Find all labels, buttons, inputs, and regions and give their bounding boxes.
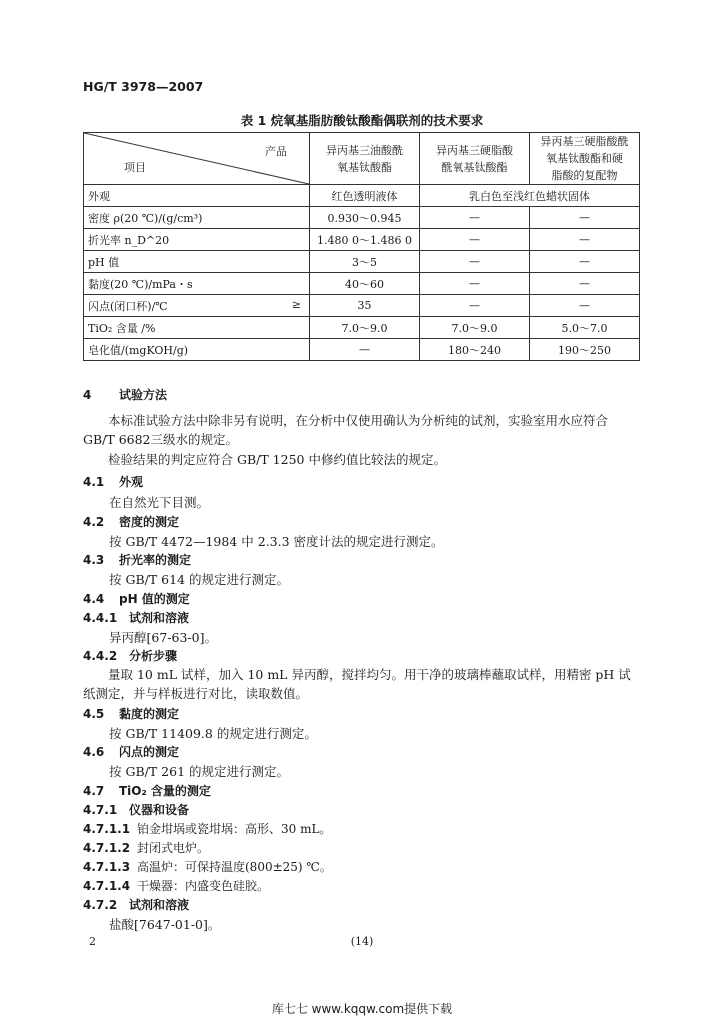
row-item-label: 闪点(闭口杯)/℃ [88,299,168,313]
body-line: 按 GB/T 261 的规定进行测定。 [109,764,289,779]
section-heading: 4.4.1 试剂和溶液 [83,611,190,625]
list-item: 4.7.1.1 铂金坩埚或瓷坩埚：高形、30 mL。 [83,822,332,836]
section-heading: 4.7 TiO₂ 含量的测定 [83,784,211,798]
page-number: 2 [89,935,96,948]
section-heading: 4.2 密度的测定 [83,515,180,529]
table-row [84,317,640,339]
column-header-line: 脂酸的复配物 [551,169,618,182]
table-cell: — [420,295,530,317]
body-line: 按 GB/T 11409.8 的规定进行测定。 [109,726,317,741]
section-heading: 4.4 pH 值的测定 [83,592,190,606]
corner-header-cell [84,133,310,185]
list-item: 4.7.1.3 高温炉：可保持温度(800±25) ℃。 [83,860,332,874]
corner-label-item: 项目 [124,161,146,174]
row-item [84,295,310,317]
list-item: 4.7.1.4 干燥器：内盛变色硅胶。 [83,879,270,893]
table-header-row [84,133,640,185]
table-cell: 7.0～9.0 [420,317,530,339]
section-heading: 4.7.2 试剂和溶液 [83,898,190,912]
column-header-line: 氧基钛酸酯和硬 [546,152,623,165]
table-cell: — [420,273,530,295]
document-code: HG/T 3978—2007 [83,79,204,94]
table-cell: — [420,207,530,229]
table-row [84,229,640,251]
column-header-line: 酰氧基钛酸酯 [441,160,508,174]
body-line: 按 GB/T 614 的规定进行测定。 [109,572,289,587]
footer-download-link[interactable]: 库七七 www.kqqw.com提供下载 [271,1002,453,1016]
table-cell: 35 [310,295,420,317]
table-row [84,273,640,295]
column-header [420,133,530,185]
column-header-line: 异丙基三油酸酰 [326,143,403,157]
body-line: 异丙醇[67-63-0]。 [109,630,217,645]
table-row [84,207,640,229]
table-cell: — [420,229,530,251]
body-line: 按 GB/T 4472—1984 中 2.3.3 密度计法的规定进行测定。 [109,534,444,549]
paragraph-intro: 本标准试验方法中除非另有说明，在分析中仅使用确认为分析纯的试剂，实验室用水应符合 GB/T 6682三级水的规定。 [83,413,609,447]
table-row [84,251,640,273]
list-item: 4.7.1.2 封闭式电炉。 [83,841,210,855]
table-cell: 5.0～7.0 [530,317,640,339]
section-heading: 4.4.2 分析步骤 [83,649,178,663]
table-cell: — [420,251,530,273]
table-cell: 7.0～9.0 [310,317,420,339]
table-row [84,339,640,361]
row-item: 皂化值/(mgKOH/g) [84,339,310,361]
table-cell: — [530,273,640,295]
table-cell: — [530,229,640,251]
section-heading: 4.6 闪点的测定 [83,745,180,759]
table-cell: 1.480 0～1.486 0 [310,229,420,251]
page-sequence: (14) [350,935,374,948]
column-header [530,133,640,185]
table-cell: 180～240 [420,339,530,361]
column-header-line: 异丙基三硬脂酸 [436,143,513,157]
row-item: pH 值 [84,251,310,273]
table-caption: 表 1 烷氧基脂肪酸钛酸酯偶联剂的技术要求 [240,113,484,128]
section-heading: 4.7.1 仪器和设备 [83,803,190,817]
row-item: 折光率 n_D^20 [84,229,310,251]
body-line: 在自然光下目测。 [109,495,210,510]
column-header-line: 异丙基三硬脂酸酰 [540,135,629,148]
table-cell: — [530,295,640,317]
table-row [84,295,640,317]
table-cell: 0.930～0.945 [310,207,420,229]
table-cell-merged: 乳白色至浅红色蜡状固体 [420,185,640,207]
table-cell: — [530,251,640,273]
table-cell: — [310,339,420,361]
paragraph-judge: 检验结果的判定应符合 GB/T 1250 中修约值比较法的规定。 [108,452,446,467]
table-cell: 3～5 [310,251,420,273]
table-cell: 190～250 [530,339,640,361]
ge-symbol: ≥ [291,297,301,311]
table-cell: 40～60 [310,273,420,295]
row-item: 黏度(20 ℃)/mPa・s [84,273,310,295]
section-heading: 4.5 黏度的测定 [83,707,180,721]
table-cell: — [530,207,640,229]
column-header-line: 氧基钛酸酯 [337,160,392,174]
column-header [310,133,420,185]
section-heading: 4 试验方法 [83,388,168,402]
section-heading: 4.3 折光率的测定 [83,553,192,567]
table-row [84,185,640,207]
section-heading: 4.1 外观 [83,475,144,489]
body-line: 盐酸[7647-01-0]。 [109,917,221,932]
corner-label-product: 产品 [265,145,287,158]
paragraph-procedure: 量取 10 mL 试样，加入 10 mL 异丙醇，搅拌均匀。用干净的玻璃棒蘸取试样，用精密 pH 试纸测定，并与样板进行对比，读取数值。 [83,667,631,701]
row-item: 密度 ρ(20 ℃)/(g/cm³) [84,207,310,229]
row-item: TiO₂ 含量 /% [84,317,310,339]
table-cell: 红色透明液体 [310,185,420,207]
spec-table [83,132,640,361]
row-item: 外观 [84,185,310,207]
